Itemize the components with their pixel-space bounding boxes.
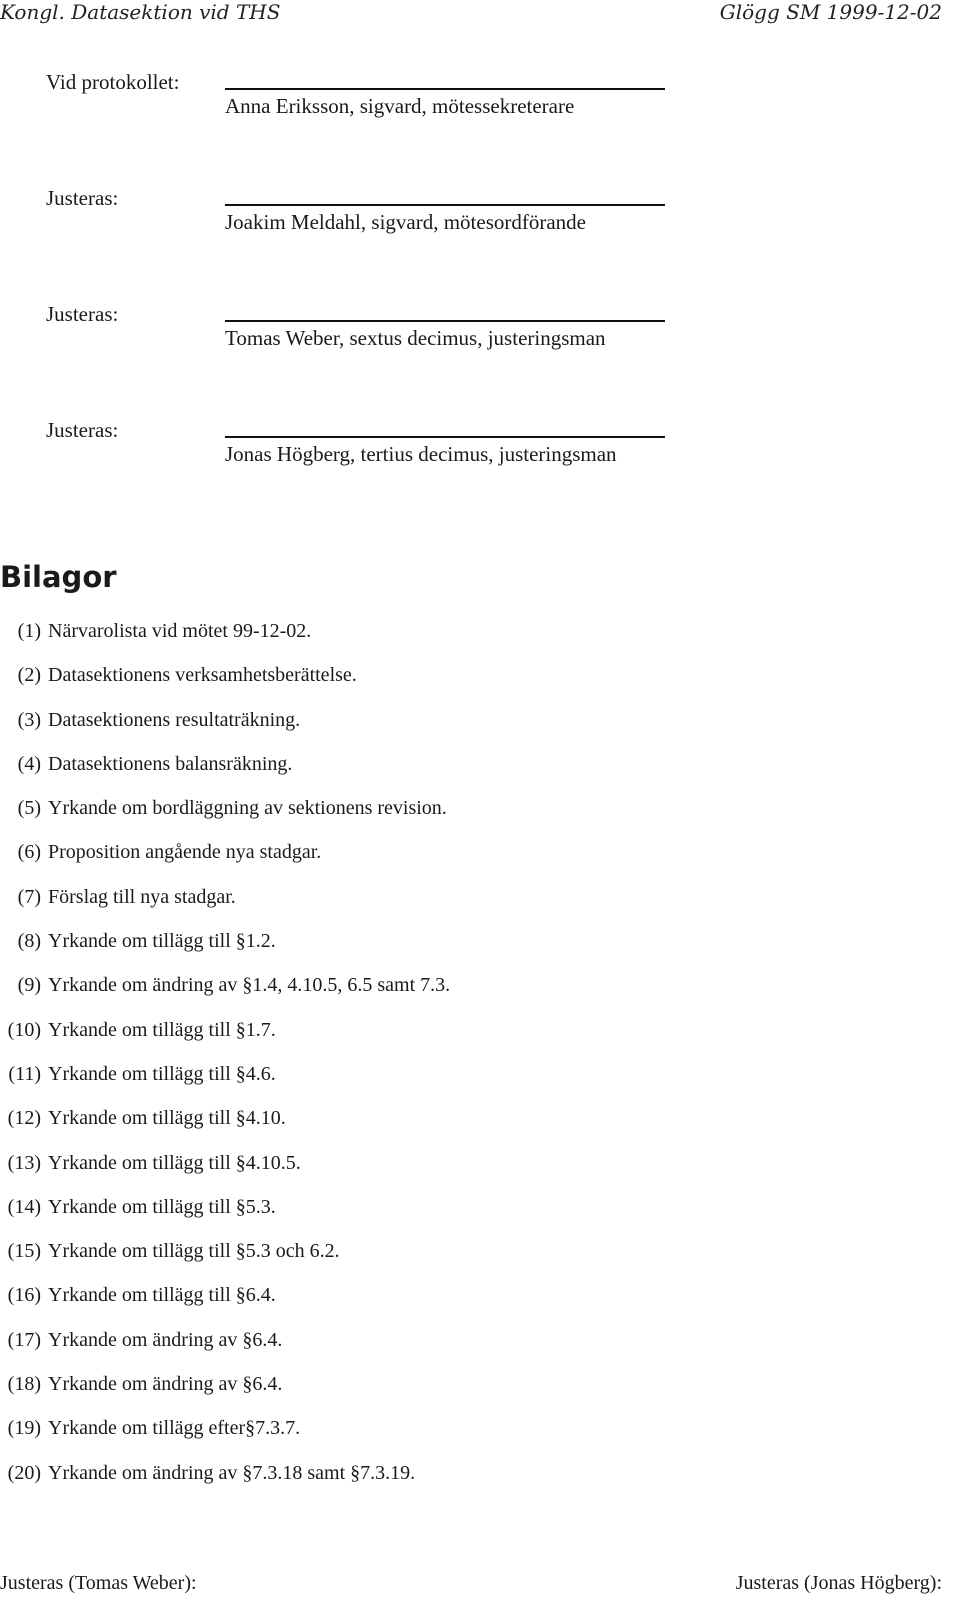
footer-justeras-left: Justeras (Tomas Weber):: [0, 1572, 197, 1594]
list-item-number: (9): [17, 974, 41, 997]
list-item: [0, 886, 450, 930]
list-item-number: (14): [7, 1195, 41, 1218]
list-item-number: (13): [7, 1151, 41, 1174]
list-item-text: Yrkande om tillägg till §5.3.: [48, 1195, 276, 1218]
signature-block-justeras-1: [46, 186, 726, 246]
list-item: [0, 930, 450, 974]
signature-name: Tomas Weber, sextus decimus, justeringsman: [225, 326, 606, 350]
list-item: [0, 1329, 450, 1373]
list-item: [0, 753, 450, 797]
list-item-text: Yrkande om tillägg efter§7.3.7.: [48, 1417, 301, 1440]
list-item-text: Yrkande om bordläggning av sektionens revision.: [48, 797, 447, 820]
signature-label: Justeras:: [46, 418, 119, 442]
list-item: [0, 1107, 450, 1151]
list-item-text: Yrkande om tillägg till §4.6.: [48, 1062, 276, 1085]
list-item: [0, 664, 450, 708]
list-item-text: Proposition angående nya stadgar.: [48, 841, 322, 864]
list-item-text: Datasektionens balansräkning.: [48, 752, 293, 775]
signature-block-protokoll: [46, 70, 726, 130]
signature-line: [225, 204, 665, 206]
list-item-text: Närvarolista vid mötet 99-12-02.: [48, 620, 312, 642]
list-item-text: Yrkande om tillägg till §4.10.: [48, 1107, 286, 1130]
signature-line: [225, 436, 665, 438]
list-item-text: Yrkande om tillägg till §6.4.: [48, 1284, 276, 1307]
bilagor-list: [0, 620, 450, 1506]
list-item: [0, 797, 450, 841]
section-title-bilagor: Bilagor: [0, 560, 117, 594]
list-item-number: (3): [17, 708, 41, 731]
list-item-text: Datasektionens verksamhetsberättelse.: [48, 664, 357, 687]
list-item-text: Yrkande om ändring av §7.3.18 samt §7.3.19.: [48, 1461, 416, 1484]
list-item: [0, 974, 450, 1018]
list-item: [0, 1284, 450, 1328]
list-item-text: Yrkande om tillägg till §1.7.: [48, 1018, 276, 1041]
list-item: [0, 1240, 450, 1284]
list-item-number: (10): [7, 1018, 41, 1041]
list-item-text: Yrkande om tillägg till §4.10.5.: [48, 1151, 301, 1174]
list-item: [0, 1417, 450, 1461]
list-item: [0, 841, 450, 885]
list-item-number: (20): [7, 1461, 41, 1484]
signature-label: Vid protokollet:: [46, 70, 180, 94]
list-item: [0, 1019, 450, 1063]
list-item-number: (7): [17, 885, 41, 908]
list-item-text: Yrkande om tillägg till §5.3 och 6.2.: [48, 1240, 340, 1263]
list-item-text: Yrkande om ändring av §6.4.: [48, 1373, 283, 1396]
list-item-number: (6): [17, 841, 41, 864]
list-item-number: (5): [17, 797, 41, 820]
list-item-number: (11): [8, 1062, 41, 1085]
list-item-text: Förslag till nya stadgar.: [48, 885, 236, 908]
signature-label: Justeras:: [46, 186, 119, 210]
footer-justeras-right: Justeras (Jonas Högberg):: [735, 1572, 942, 1594]
signature-label: Justeras:: [46, 302, 119, 326]
list-item-number: (19): [7, 1417, 41, 1440]
running-head-left: Kongl. Datasektion vid THS: [0, 0, 281, 24]
list-item-text: Yrkande om ändring av §1.4, 4.10.5, 6.5 samt 7.3.: [48, 974, 451, 997]
list-item: [0, 620, 450, 664]
signature-name: Joakim Meldahl, sigvard, mötesordförande: [225, 210, 586, 234]
list-item-number: (15): [7, 1240, 41, 1263]
list-item-number: (12): [7, 1107, 41, 1130]
list-item: [0, 1462, 450, 1506]
list-item-number: (18): [7, 1373, 41, 1396]
signature-line: [225, 88, 665, 90]
list-item: [0, 1373, 450, 1417]
list-item-text: Datasektionens resultaträkning.: [48, 708, 301, 731]
signature-name: Anna Eriksson, sigvard, mötessekreterare: [225, 94, 575, 118]
signature-block-justeras-2: [46, 302, 726, 362]
list-item: [0, 1063, 450, 1107]
list-item: [0, 1196, 450, 1240]
signature-name: Jonas Högberg, tertius decimus, justeringsman: [225, 442, 617, 466]
list-item-text: Yrkande om tillägg till §1.2.: [48, 930, 276, 953]
list-item-number: (1): [17, 620, 41, 642]
list-item-text: Yrkande om ändring av §6.4.: [48, 1328, 283, 1351]
running-head-right: Glögg SM 1999-12-02: [719, 0, 942, 24]
list-item: [0, 1152, 450, 1196]
list-item-number: (17): [7, 1328, 41, 1351]
signature-line: [225, 320, 665, 322]
list-item-number: (2): [17, 664, 41, 687]
list-item-number: (4): [17, 752, 41, 775]
signature-block-justeras-3: [46, 418, 726, 478]
list-item: [0, 709, 450, 753]
list-item-number: (16): [7, 1284, 41, 1307]
list-item-number: (8): [17, 930, 41, 953]
